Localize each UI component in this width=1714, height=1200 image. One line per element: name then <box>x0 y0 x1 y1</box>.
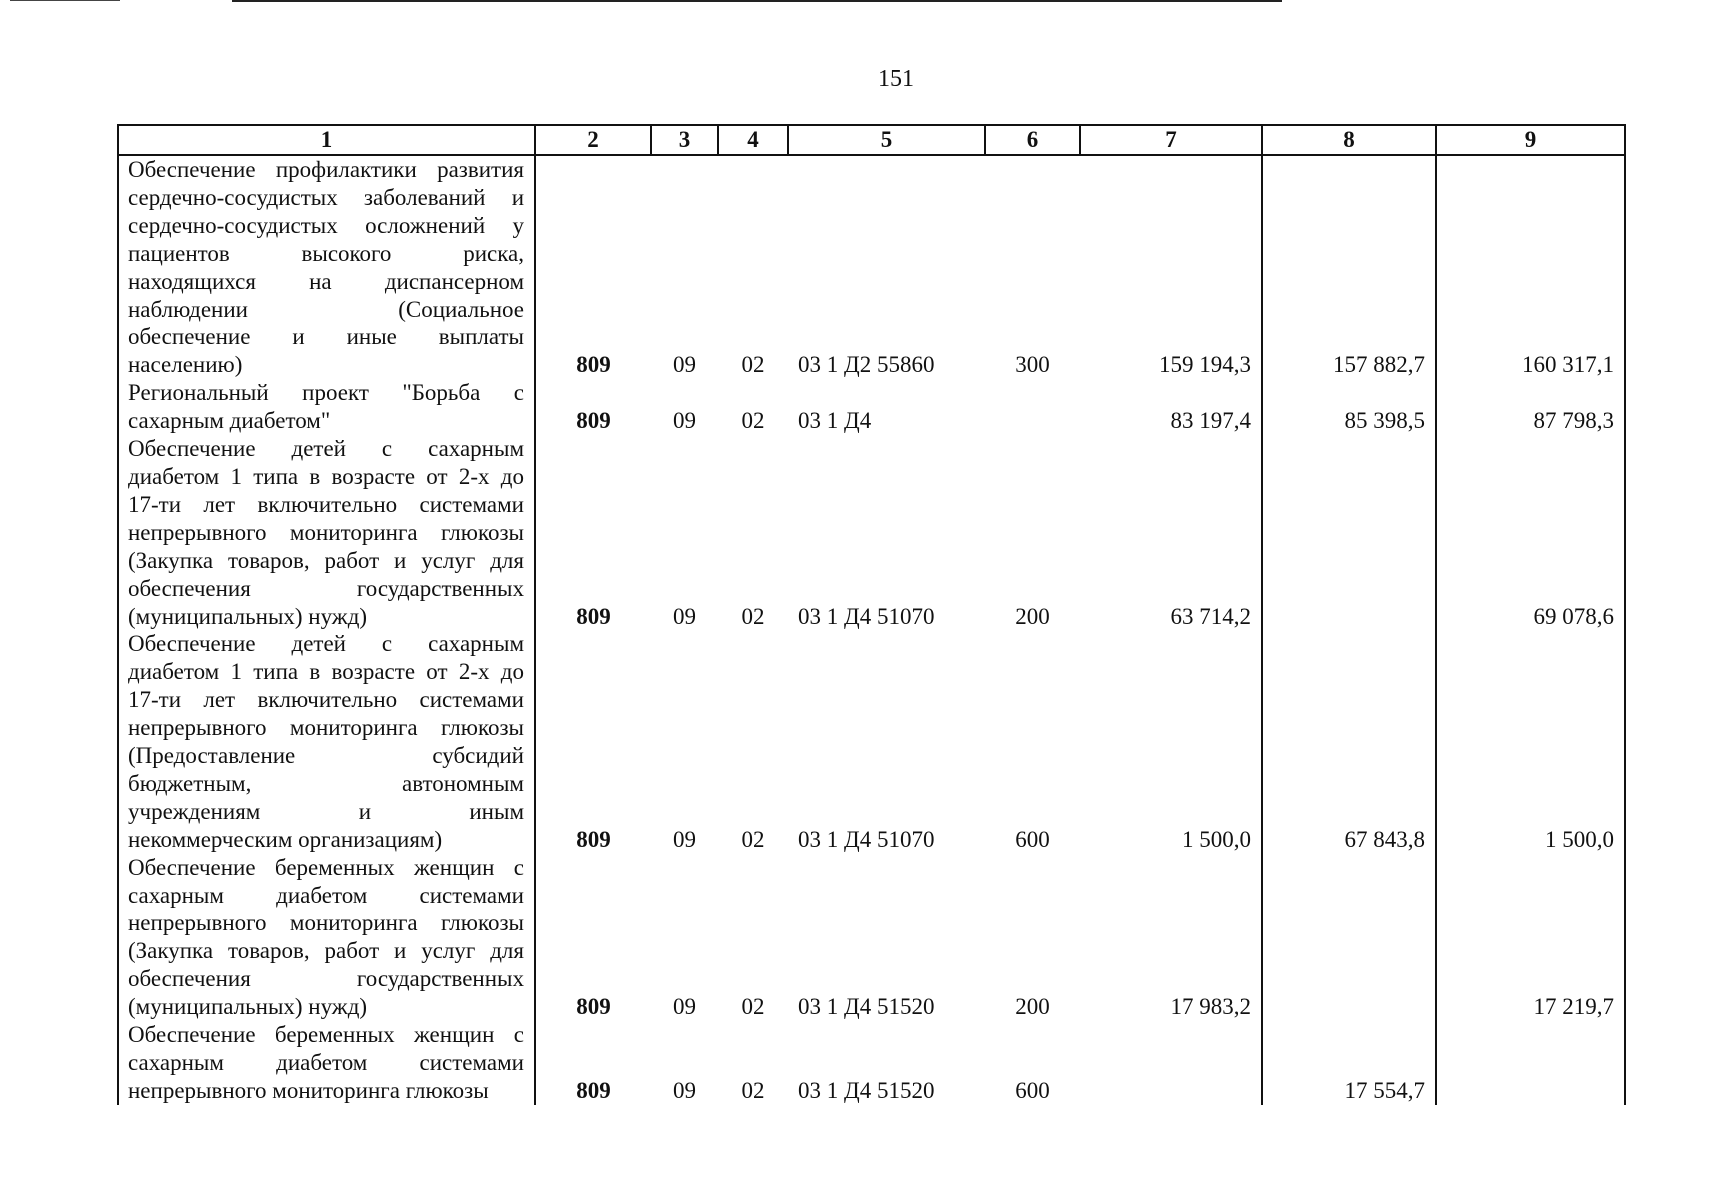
amount-col9-cell: 17 219,7 <box>1436 854 1625 1021</box>
amount-col7-cell: 83 197,4 <box>1080 379 1262 435</box>
amount-col8-cell: 67 843,8 <box>1262 630 1436 853</box>
header-row <box>118 125 1625 155</box>
row-name-cell <box>118 1021 535 1105</box>
row-name-line: обеспечение и иные выплаты <box>128 324 524 350</box>
table-header <box>118 125 1625 155</box>
expense-type-cell: 600 <box>1015 1077 1050 1103</box>
row-name-line: населению) <box>128 352 243 378</box>
amount-col7-cell: 17 983,2 <box>1080 854 1262 1021</box>
row-name-line: сахарным диабетом системами <box>128 1050 524 1075</box>
amount-col7-cell: 63 714,2 <box>1080 435 1262 630</box>
row-name-line: некоммерческим организациям) <box>128 826 443 852</box>
expense-type-cell <box>985 379 1080 435</box>
subsection-code-cell: 02 <box>741 603 765 629</box>
expense-type-cell: 300 <box>1015 352 1050 378</box>
ministry-code-cell: 809 <box>576 826 611 852</box>
section-code-cell: 09 <box>673 1077 696 1103</box>
column-header-5: 5 <box>788 125 985 155</box>
subsection-code-cell: 02 <box>741 994 765 1020</box>
ministry-code-cell: 809 <box>576 603 611 629</box>
target-article-cell: 03 1 Д4 <box>798 408 872 434</box>
expense-type-cell: 600 <box>1015 826 1050 852</box>
row-name-line: Обеспечение беременных женщин с <box>128 854 524 880</box>
row-name-cell <box>118 630 535 853</box>
column-header-4: 4 <box>718 125 788 155</box>
row-name-cell <box>118 155 535 379</box>
scan-edge-line <box>10 0 120 1</box>
row-name-line: 17-ти лет включительно системами <box>128 687 524 713</box>
amount-col8-cell: 157 882,7 <box>1262 155 1436 379</box>
row-name-line: (Закупка товаров, работ и услуг для <box>128 547 524 573</box>
amount-col9-cell: 87 798,3 <box>1436 379 1625 435</box>
amount-col7-cell: 1 500,0 <box>1080 630 1262 853</box>
column-header-6: 6 <box>985 125 1080 155</box>
row-name-line: обеспечения государственных <box>128 966 524 992</box>
table-row <box>118 630 1625 853</box>
amount-col9-cell <box>1436 1021 1625 1105</box>
target-article-cell: 03 1 Д2 55860 <box>798 352 935 378</box>
amount-col9-cell: 69 078,6 <box>1436 435 1625 630</box>
column-header-3: 3 <box>651 125 718 155</box>
subsection-code-cell: 02 <box>741 352 765 378</box>
amount-col9-cell: 1 500,0 <box>1436 630 1625 853</box>
row-name-line: Обеспечение детей с сахарным <box>128 436 524 462</box>
row-name-line: сахарным диабетом" <box>128 408 331 434</box>
column-header-7: 7 <box>1080 125 1262 155</box>
row-name-cell <box>118 854 535 1021</box>
budget-table <box>117 124 1626 1105</box>
row-name-line: 17-ти лет включительно системами <box>128 491 524 517</box>
column-header-1: 1 <box>118 125 535 155</box>
column-header-9: 9 <box>1436 125 1625 155</box>
table-row <box>118 435 1625 630</box>
table-body <box>118 155 1625 1105</box>
column-header-2: 2 <box>535 125 651 155</box>
section-code-cell: 09 <box>673 408 696 434</box>
row-name-line: сахарным диабетом системами <box>128 882 524 908</box>
target-article-cell: 03 1 Д4 51520 <box>798 1077 935 1103</box>
row-name-line: непрерывного мониторинга глюкозы <box>128 1077 489 1103</box>
row-name-line: (Предоставление субсидий <box>128 743 524 769</box>
section-code-cell: 09 <box>673 603 696 629</box>
row-name-line: диабетом 1 типа в возрасте от 2-х до <box>128 463 524 489</box>
amount-col7-cell <box>1080 1021 1262 1105</box>
target-article-cell: 03 1 Д4 51070 <box>798 603 935 629</box>
amount-col8-cell: 85 398,5 <box>1262 379 1436 435</box>
subsection-code-cell: 02 <box>741 408 765 434</box>
expense-type-cell: 200 <box>1015 994 1050 1020</box>
row-name-cell <box>118 435 535 630</box>
amount-col9-cell: 160 317,1 <box>1436 155 1625 379</box>
row-name-line: Региональный проект "Борьба с <box>128 380 524 406</box>
amount-col8-cell <box>1262 435 1436 630</box>
row-name-line: Обеспечение профилактики развития <box>128 157 524 182</box>
table-row <box>118 379 1625 435</box>
subsection-code-cell: 02 <box>741 1077 765 1103</box>
row-name-line: (муниципальных) нужд) <box>128 603 368 629</box>
row-name-line: находящихся на диспансерном <box>128 268 524 294</box>
table-row <box>118 155 1625 379</box>
column-header-8: 8 <box>1262 125 1436 155</box>
table-row <box>118 854 1625 1021</box>
expense-type-cell: 200 <box>1015 603 1050 629</box>
row-name-line: учреждениям и иным <box>128 798 524 824</box>
ministry-code-cell: 809 <box>576 408 611 434</box>
row-name-line: наблюдении (Социальное <box>128 296 524 322</box>
row-name-line: непрерывного мониторинга глюкозы <box>128 910 524 936</box>
row-name-line: сердечно-сосудистых осложнений у <box>128 212 524 238</box>
section-code-cell: 09 <box>673 352 696 378</box>
page-number: 151 <box>878 66 914 92</box>
table-row <box>118 1021 1625 1105</box>
section-code-cell: 09 <box>673 994 696 1020</box>
target-article-cell: 03 1 Д4 51070 <box>798 826 935 852</box>
row-name-line: (муниципальных) нужд) <box>128 994 368 1020</box>
row-name-cell <box>118 379 535 435</box>
ministry-code-cell: 809 <box>576 994 611 1020</box>
section-code-cell: 09 <box>673 826 696 852</box>
row-name-line: (Закупка товаров, работ и услуг для <box>128 938 524 964</box>
ministry-code-cell: 809 <box>576 1077 611 1103</box>
row-name-line: обеспечения государственных <box>128 575 524 601</box>
row-name-line: непрерывного мониторинга глюкозы <box>128 519 524 545</box>
subsection-code-cell: 02 <box>741 826 765 852</box>
row-name-line: бюджетным, автономным <box>128 770 524 796</box>
row-name-line: сердечно-сосудистых заболеваний и <box>128 184 524 210</box>
scan-top-border <box>232 0 1282 2</box>
row-name-line: непрерывного мониторинга глюкозы <box>128 715 524 741</box>
row-name-line: диабетом 1 типа в возрасте от 2-х до <box>128 659 524 685</box>
row-name-line: Обеспечение беременных женщин с <box>128 1022 524 1048</box>
row-name-line: Обеспечение детей с сахарным <box>128 631 524 657</box>
amount-col8-cell: 17 554,7 <box>1262 1021 1436 1105</box>
row-name-line: пациентов высокого риска, <box>128 240 524 266</box>
amount-col8-cell <box>1262 854 1436 1021</box>
ministry-code-cell: 809 <box>576 352 611 378</box>
target-article-cell: 03 1 Д4 51520 <box>798 994 935 1020</box>
amount-col7-cell: 159 194,3 <box>1080 155 1262 379</box>
